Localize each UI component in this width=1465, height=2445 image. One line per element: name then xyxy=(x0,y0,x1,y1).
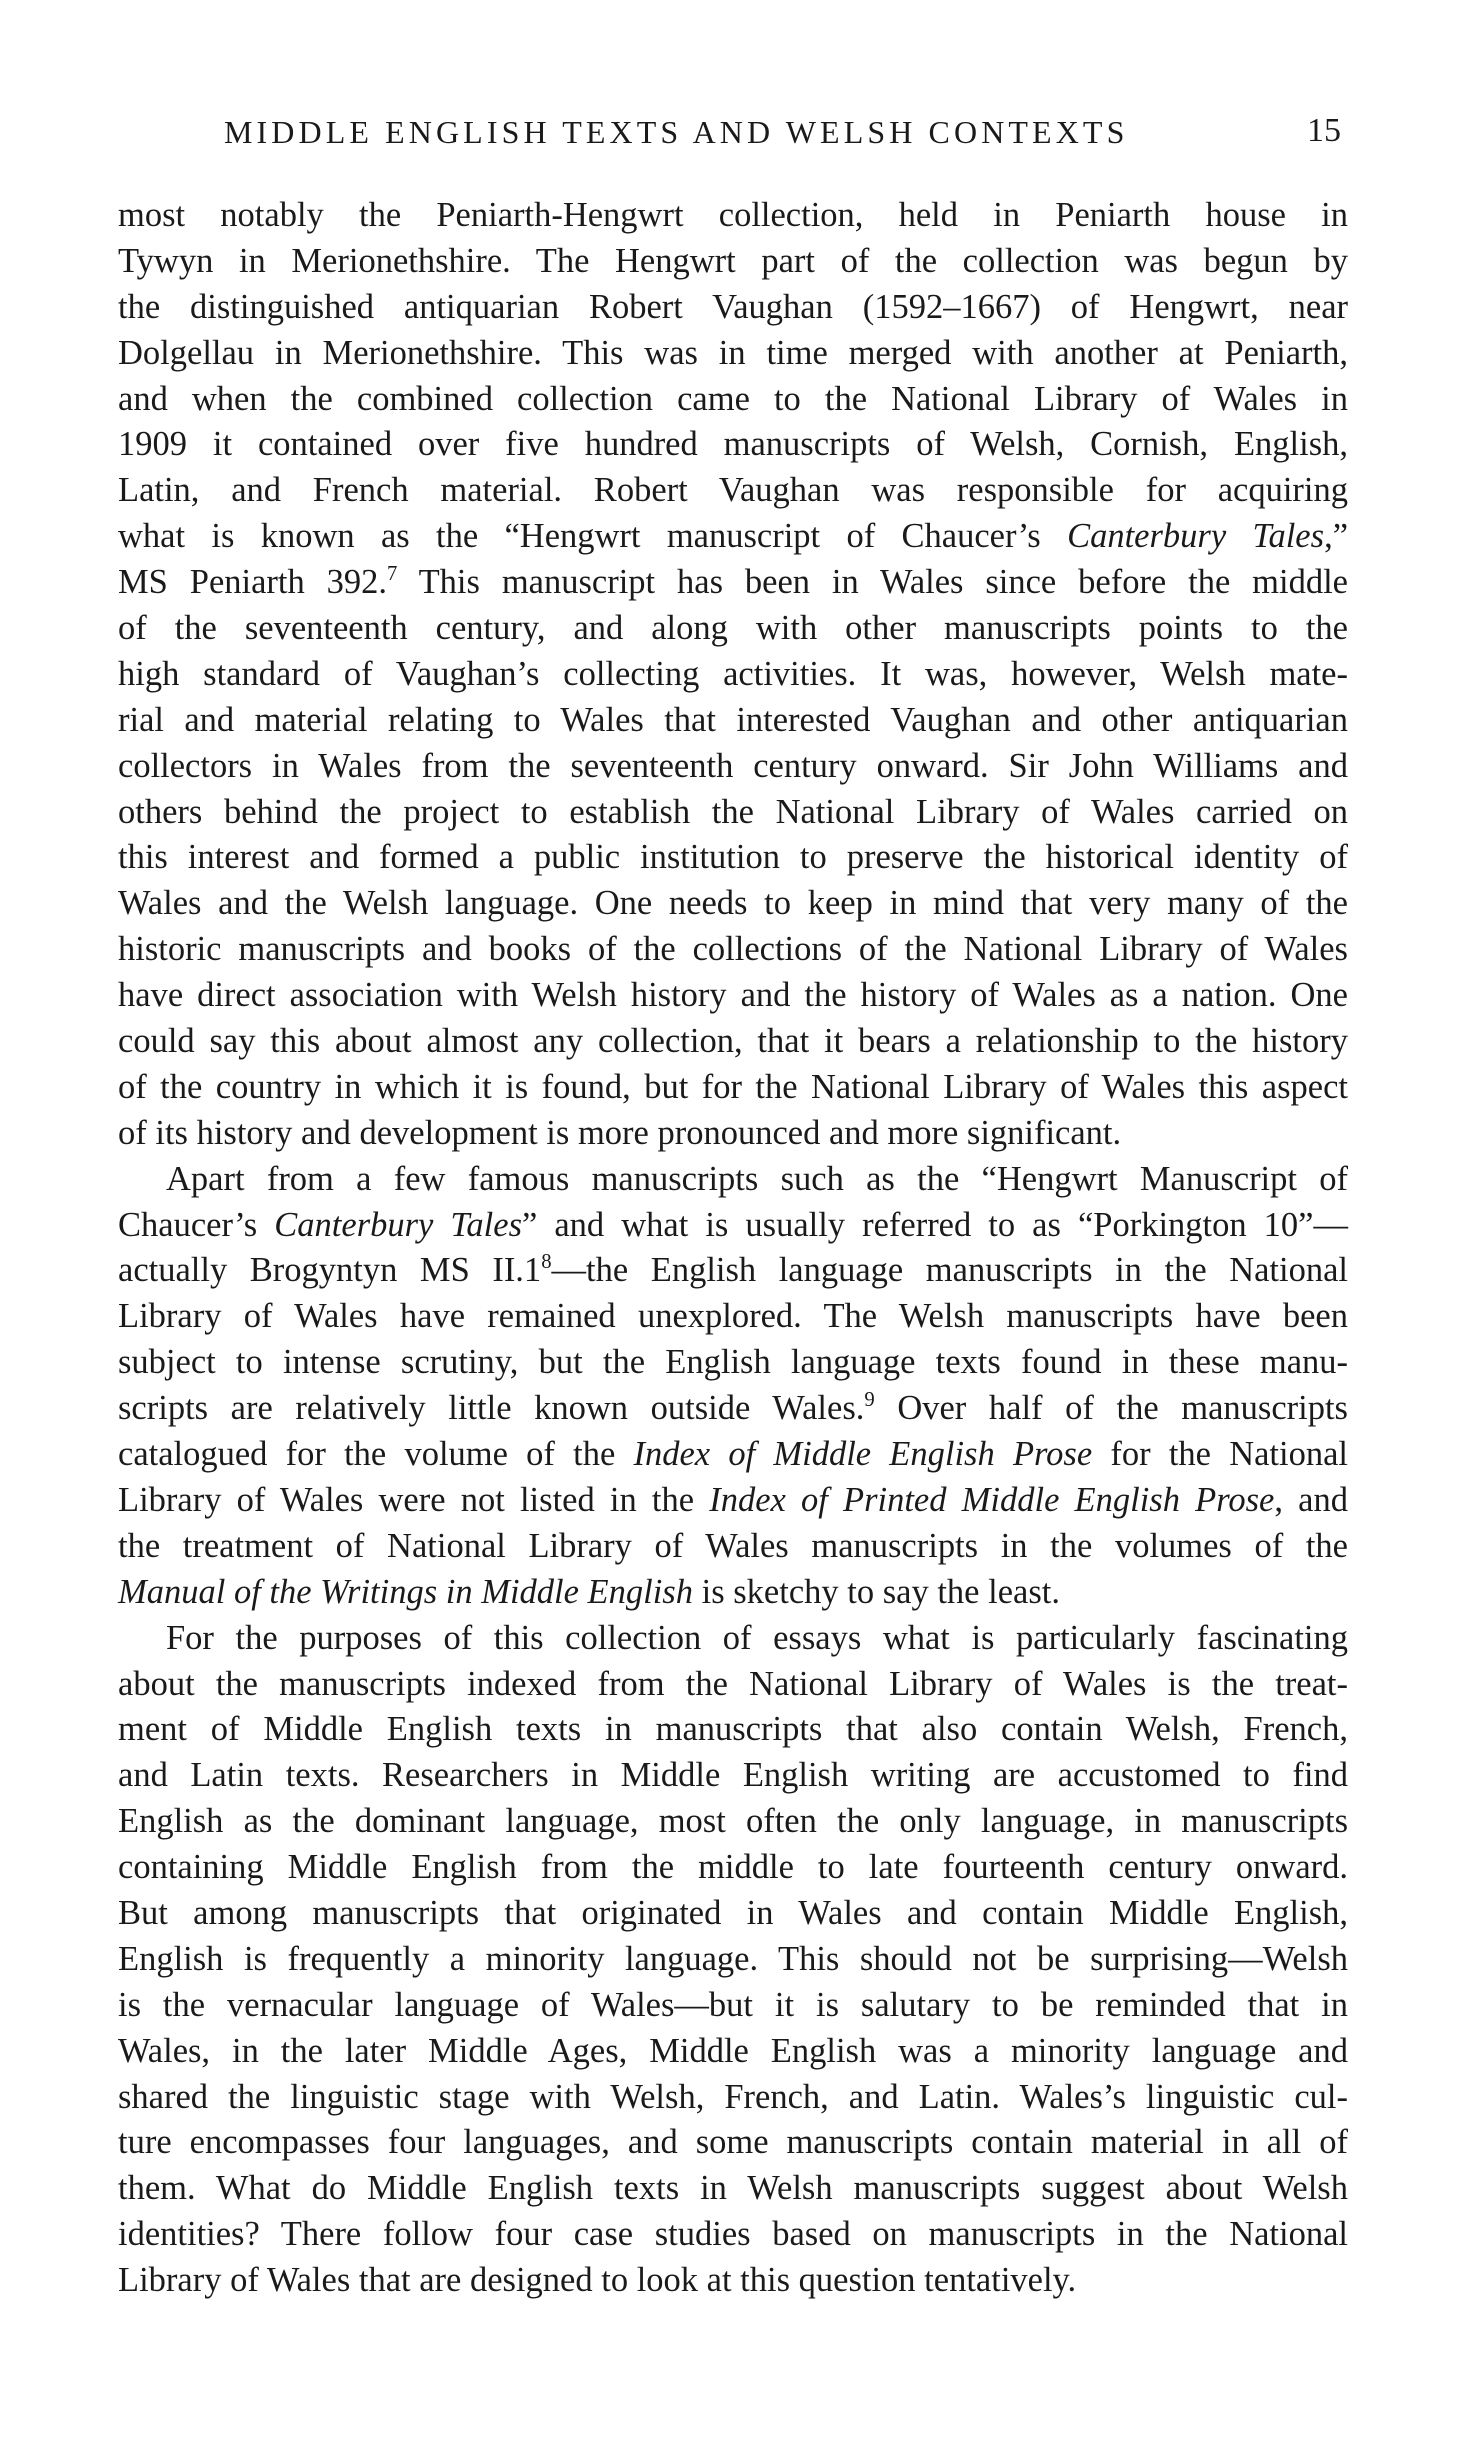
text-run: of the country in which it is found, but for the National Library of Wales this aspect xyxy=(118,1067,1348,1106)
text-line xyxy=(118,1065,1348,1111)
text-run: English as the dominant language, most often the only language, in manuscripts xyxy=(118,1802,1348,1841)
footnote-ref: 7 xyxy=(387,562,398,585)
italic-title: Canterbury Tales xyxy=(274,1205,522,1244)
text-line xyxy=(118,1891,1348,1937)
text-run: rial and material relating to Wales that interested Vaughan and other antiquarian xyxy=(118,700,1348,739)
text-line xyxy=(118,1662,1348,1708)
text-line xyxy=(118,560,1348,606)
text-run: For the purposes of this collection of essays what is particularly fascinating xyxy=(166,1618,1348,1657)
text-line xyxy=(118,1157,1348,1203)
book-page xyxy=(118,108,1348,2304)
text-run: This manuscript has been in Wales since before the middle xyxy=(397,563,1348,602)
text-run: English is frequently a minority language. This should not be surprising—Welsh xyxy=(118,1939,1348,1978)
text-line xyxy=(118,1294,1348,1340)
text-run: high standard of Vaughan’s collecting activities. It was, however, Welsh mate- xyxy=(118,654,1348,693)
text-run: Apart from a few famous manuscripts such as the “Hengwrt Manuscript of xyxy=(166,1159,1348,1198)
text-run: the distinguished antiquarian Robert Vaughan (1592–1667) of Hengwrt, near xyxy=(118,287,1348,326)
text-run: identities? There follow four case studies based on manuscripts in the National xyxy=(118,2215,1348,2254)
text-line xyxy=(118,881,1348,927)
text-run: actually Brogyntyn MS II.1 xyxy=(118,1251,542,1290)
text-line xyxy=(118,2029,1348,2075)
text-line xyxy=(118,285,1348,331)
text-line xyxy=(118,422,1348,468)
text-run: ,” xyxy=(1324,517,1349,556)
text-run: the treatment of National Library of Wales manuscripts in the volumes of the xyxy=(118,1526,1348,1565)
text-run: Library of Wales were not listed in the xyxy=(118,1480,710,1519)
text-line xyxy=(118,835,1348,881)
text-line xyxy=(118,1570,1348,1616)
text-run: Over half of the manuscripts xyxy=(874,1389,1348,1428)
italic-title: Index of Middle English Prose xyxy=(633,1435,1093,1474)
page-number: 15 xyxy=(1307,112,1341,149)
text-run: Chaucer’s xyxy=(118,1205,275,1244)
text-run: —the English language manuscripts in the National xyxy=(551,1251,1348,1290)
text-line xyxy=(118,1799,1348,1845)
text-line xyxy=(118,1937,1348,1983)
text-line xyxy=(118,606,1348,652)
text-line xyxy=(118,1111,1348,1157)
text-run: what is known as the “Hengwrt manuscript of Chaucer’s xyxy=(118,517,1068,556)
text-run: containing Middle English from the middle to late fourteenth century onward. xyxy=(118,1848,1348,1887)
text-run: and when the combined collection came to the National Library of Wales in xyxy=(118,379,1348,418)
text-line xyxy=(118,1248,1348,1294)
paragraph xyxy=(118,1616,1348,2304)
text-run: collectors in Wales from the seventeenth century onward. Sir John Williams and xyxy=(118,746,1348,785)
text-run: about the manuscripts indexed from the National Library of Wales is the treat- xyxy=(118,1664,1348,1703)
text-run: others behind the project to establish the National Library of Wales carried on xyxy=(118,792,1348,831)
text-line xyxy=(118,652,1348,698)
text-run: Wales, in the later Middle Ages, Middle English was a minority language and xyxy=(118,2031,1348,2070)
text-line xyxy=(118,1616,1348,1662)
text-run: Tywyn in Merionethshire. The Hengwrt part of the collection was begun by xyxy=(118,241,1348,280)
text-run: Library of Wales that are designed to look at this question tentatively. xyxy=(118,2261,1077,2300)
text-line xyxy=(118,1983,1348,2029)
text-line xyxy=(118,239,1348,285)
text-run: 1909 it contained over five hundred manuscripts of Welsh, Cornish, English, xyxy=(118,425,1348,464)
text-line xyxy=(118,1478,1348,1524)
text-line xyxy=(118,193,1348,239)
footnote-ref: 9 xyxy=(864,1388,875,1411)
running-head xyxy=(118,108,1348,168)
body-text xyxy=(118,193,1348,2304)
text-line xyxy=(118,1386,1348,1432)
paragraph xyxy=(118,1157,1348,1616)
text-line xyxy=(118,468,1348,514)
italic-title: Manual of the Writings in Middle English xyxy=(118,1572,693,1611)
text-run: ture encompasses four languages, and some manuscripts contain material in all of xyxy=(118,2123,1348,2162)
text-run: of the seventeenth century, and along with other manuscripts points to the xyxy=(118,609,1348,648)
text-line xyxy=(118,790,1348,836)
text-line xyxy=(118,1753,1348,1799)
running-title: MIDDLE ENGLISH TEXTS AND WELSH CONTEXTS xyxy=(224,114,1129,150)
text-run: shared the linguistic stage with Welsh, French, and Latin. Wales’s linguistic cul- xyxy=(118,2077,1348,2116)
text-line xyxy=(118,1845,1348,1891)
text-line xyxy=(118,2258,1348,2304)
text-run: of its history and development is more pronounced and more significant. xyxy=(118,1113,1122,1152)
text-run: historic manuscripts and books of the collections of the National Library of Wales xyxy=(118,930,1348,969)
text-line xyxy=(118,1432,1348,1478)
italic-title: Index of Printed Middle English Prose xyxy=(709,1480,1275,1519)
text-run: scripts are relatively little known outside Wales. xyxy=(118,1389,865,1428)
text-run: But among manuscripts that originated in Wales and contain Middle English, xyxy=(118,1893,1348,1932)
text-run: subject to intense scrutiny, but the English language texts found in these manu- xyxy=(118,1343,1348,1382)
text-run: could say this about almost any collection, that it bears a relationship to the history xyxy=(118,1022,1348,1061)
text-line xyxy=(118,1203,1348,1249)
text-run: this interest and formed a public institution to preserve the historical identity of xyxy=(118,838,1348,877)
text-run: Wales and the Welsh language. One needs to keep in mind that very many of the xyxy=(118,884,1348,923)
text-line xyxy=(118,1340,1348,1386)
text-run: ” and what is usually referred to as “Porkington 10”— xyxy=(522,1205,1348,1244)
text-line xyxy=(118,2120,1348,2166)
text-line xyxy=(118,1524,1348,1570)
text-run: MS Peniarth 392. xyxy=(118,563,387,602)
text-run: have direct association with Welsh history and the history of Wales as a nation. One xyxy=(118,976,1348,1015)
text-run: Dolgellau in Merionethshire. This was in time merged with another at Peniarth, xyxy=(118,333,1348,372)
text-line xyxy=(118,514,1348,560)
text-run: and Latin texts. Researchers in Middle English writing are accustomed to find xyxy=(118,1756,1348,1795)
text-run: is sketchy to say the least. xyxy=(692,1572,1060,1611)
text-line xyxy=(118,927,1348,973)
text-run: Library of Wales have remained unexplored. The Welsh manuscripts have been xyxy=(118,1297,1348,1336)
text-line xyxy=(118,2166,1348,2212)
text-line xyxy=(118,377,1348,423)
footnote-ref: 8 xyxy=(541,1250,552,1273)
text-run: for the National xyxy=(1092,1435,1348,1474)
text-run: is the vernacular language of Wales—but it is salutary to be reminded that in xyxy=(118,1985,1348,2024)
text-line xyxy=(118,1019,1348,1065)
text-run: them. What do Middle English texts in Welsh manuscripts suggest about Welsh xyxy=(118,2169,1348,2208)
text-line xyxy=(118,2212,1348,2258)
text-run: Latin, and French material. Robert Vaughan was responsible for acquiring xyxy=(118,471,1348,510)
text-line xyxy=(118,744,1348,790)
text-run: catalogued for the volume of the xyxy=(118,1435,634,1474)
text-run: ment of Middle English texts in manuscripts that also contain Welsh, French, xyxy=(118,1710,1348,1749)
text-run: , and xyxy=(1274,1480,1348,1519)
italic-title: Canterbury Tales xyxy=(1067,517,1325,556)
paragraph xyxy=(118,193,1348,1157)
text-line xyxy=(118,1707,1348,1753)
text-line xyxy=(118,331,1348,377)
text-run: most notably the Peniarth-Hengwrt collection, held in Peniarth house in xyxy=(118,196,1348,234)
text-line xyxy=(118,698,1348,744)
text-line xyxy=(118,2075,1348,2121)
text-line xyxy=(118,973,1348,1019)
